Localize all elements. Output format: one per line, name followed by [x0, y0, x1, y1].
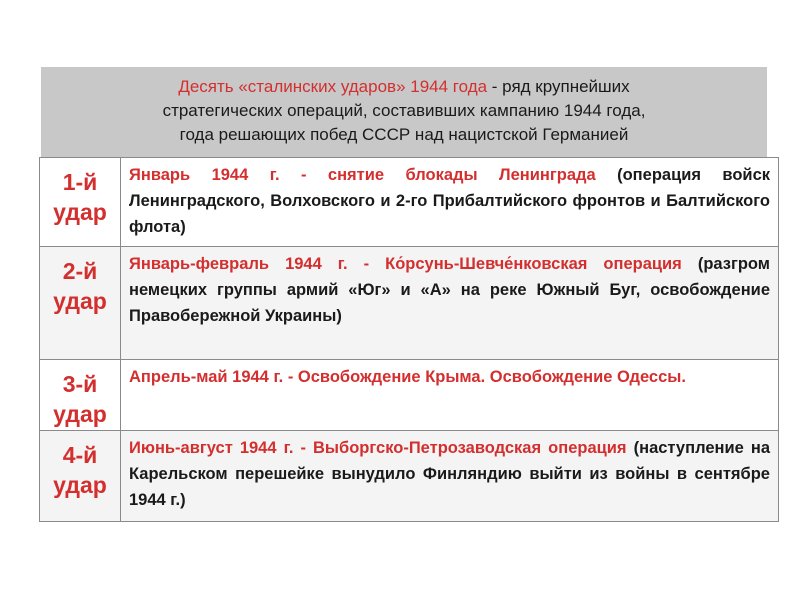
strike-number-cell	[40, 247, 121, 360]
table-row	[40, 158, 779, 247]
title-banner	[41, 67, 767, 157]
strike-description	[121, 431, 779, 522]
strike-number-cell	[40, 158, 121, 247]
strike-details: (разгром немецких группы армий «Юг» и «А» на реке Южный Буг, освобождение Правобережной Украины)	[129, 255, 770, 325]
table-row	[40, 431, 779, 522]
strike-description	[121, 247, 779, 360]
strike-number: 1-й	[62, 169, 98, 195]
title-line-1-rest: - ряд крупнейших	[487, 77, 630, 96]
strikes-table	[39, 157, 779, 522]
strike-highlight: Январь-февраль 1944 г. - Ко́рсунь-Шевче́нковская операция	[129, 255, 682, 273]
strike-details: (наступление на Карельском перешейке вынудило Финляндию выйти из войны в сентябре 1944 г.)	[129, 439, 770, 509]
strike-description	[121, 158, 779, 247]
title-line-1	[41, 75, 767, 99]
title-highlight: Десять «сталинских ударов» 1944 года	[178, 77, 488, 96]
strike-description	[121, 360, 779, 431]
strike-number-cell	[40, 360, 121, 431]
strike-number: 3-й	[62, 371, 98, 397]
strike-number: 2-й	[62, 258, 98, 284]
table-row	[40, 247, 779, 360]
strike-word: удар	[53, 199, 107, 225]
strike-highlight: Июнь-август 1944 г. - Выборгско-Петрозаводская операция	[129, 439, 627, 457]
strike-number-cell	[40, 431, 121, 522]
strike-word: удар	[53, 472, 107, 498]
strike-details: (операция войск Ленинградского, Волховского и 2-го Прибалтийского фронтов и Балтийского флота)	[129, 166, 771, 236]
strike-highlight: Январь 1944 г. - снятие блокады Ленинграда	[129, 166, 596, 184]
strike-word: удар	[53, 401, 107, 427]
strike-word: удар	[53, 288, 107, 314]
title-line-3: года решающих побед СССР над нацистской Германией	[179, 125, 629, 144]
strike-highlight: Апрель-май 1944 г. - Освобождение Крыма. Освобождение Одессы.	[129, 368, 686, 386]
table-row	[40, 360, 779, 431]
title-line-2: стратегических операций, составивших кампанию 1944 года,	[162, 101, 646, 120]
strike-number: 4-й	[62, 442, 98, 468]
